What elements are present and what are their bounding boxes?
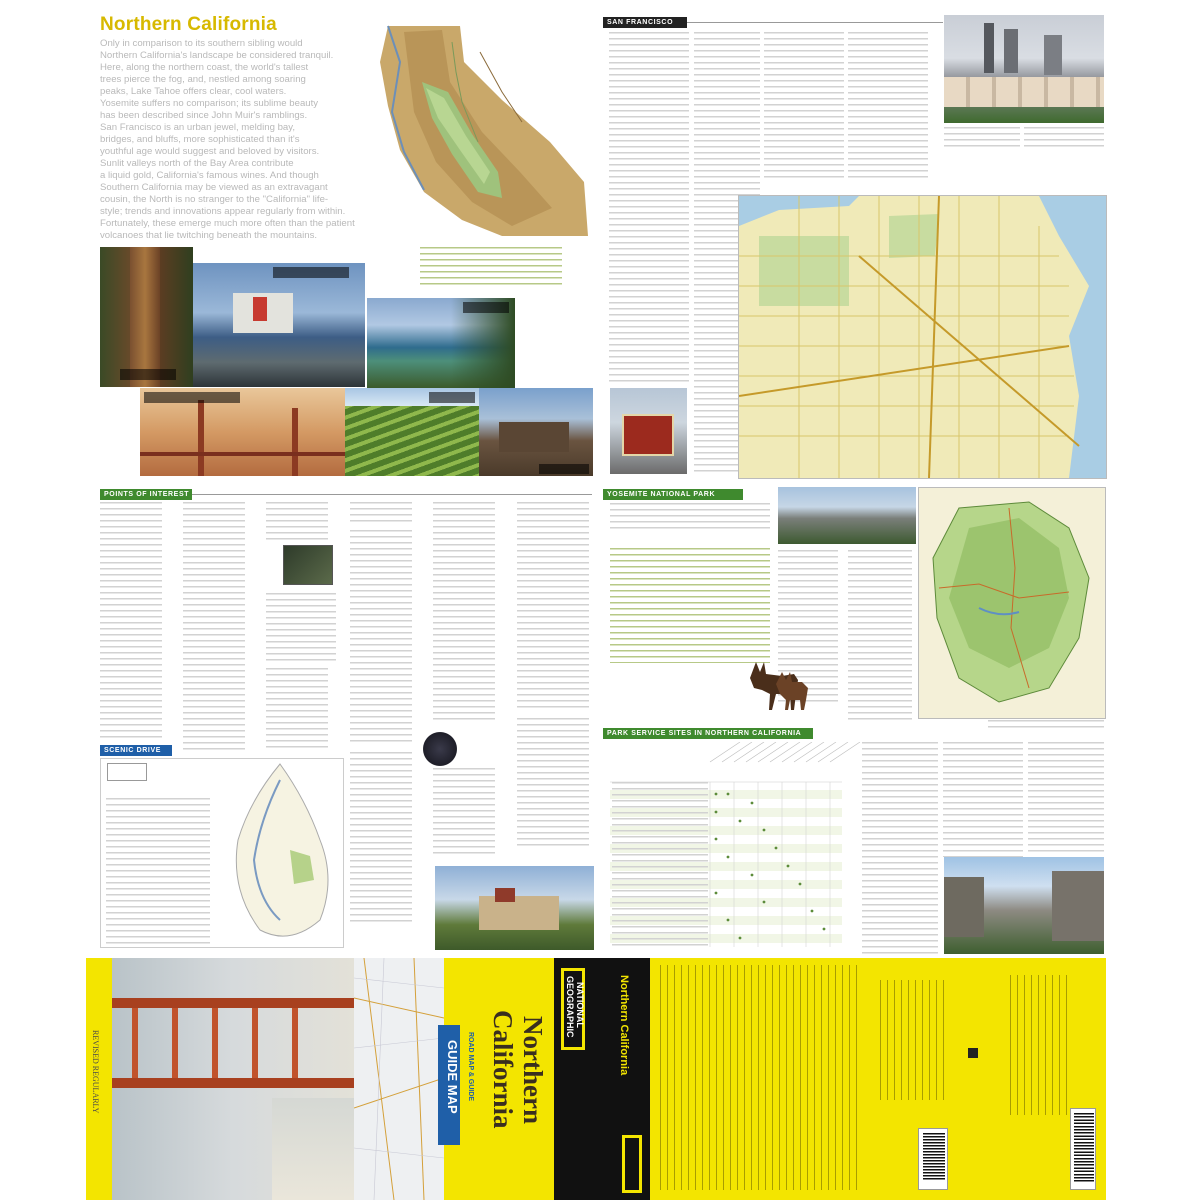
brand-line-2: GEOGRAPHIC <box>565 976 575 1038</box>
photo-caption <box>144 392 240 403</box>
poi-text-col-3b <box>266 668 328 750</box>
deer-silhouette <box>736 650 816 712</box>
section-header-points-of-interest: POINTS OF INTEREST <box>100 489 192 500</box>
section-header-park-sites: PARK SERVICE SITES IN NORTHERN CALIFORNIA <box>603 728 813 739</box>
cover-road-map <box>354 958 444 1200</box>
map-caption <box>420 247 562 287</box>
intro-line: peaks, Lake Tahoe offers clear, cool waters. <box>100 86 287 97</box>
photo-caption-text <box>1024 127 1104 149</box>
painted-ladies-photo <box>944 15 1104 123</box>
golden-gate-photo <box>140 388 345 476</box>
scenic-legend <box>107 763 147 781</box>
intro-line: volcanoes that lie twitching beneath the mountains. <box>100 230 318 241</box>
poi-text-col-6 <box>433 502 495 722</box>
photo-caption <box>429 392 475 403</box>
relief-map <box>352 22 590 240</box>
san-francisco-street-map <box>738 195 1107 479</box>
intro-line: style; trends and innovations appear regularly from within. <box>100 206 346 217</box>
intro-line: Sunlit valleys north of the Bay Area contribute <box>100 158 294 169</box>
poi-caption <box>266 593 336 663</box>
intro-text <box>100 38 380 248</box>
map-caption <box>988 720 1104 728</box>
intro-line: a liquid gold, California's famous wines. And though <box>100 170 319 181</box>
poi-text-col-7 <box>517 502 589 712</box>
intro-line: cousin, the North is no stranger to the "California" life- <box>100 194 329 205</box>
spine-title: Northern California <box>618 975 630 1076</box>
intro-line: Fortunately, these emerge much more often than the patient <box>100 218 355 229</box>
intro-line: has been described since John Muir's ramblings. <box>100 110 308 121</box>
poi-text-col-1 <box>100 502 162 742</box>
cover-title-line-1: Northern <box>518 1016 548 1124</box>
header-rule <box>192 494 592 495</box>
intro-line: Only in comparison to its southern sibling would <box>100 38 303 49</box>
intro-line: bridges, and bluffs, more sophisticated than it's <box>100 134 300 145</box>
yosemite-info-text <box>610 548 770 663</box>
sf-text-col-4 <box>848 32 928 182</box>
poi-text-col-5 <box>350 752 412 922</box>
grapes-photo <box>418 732 462 766</box>
cover-golden-gate-photo <box>112 958 354 1200</box>
poi-text-col-3 <box>266 502 328 542</box>
poi-text-col-6b <box>433 768 495 858</box>
yosemite-text-col-4 <box>1028 742 1104 852</box>
back-cover-copy <box>660 965 860 1190</box>
intro-line: San Francisco is an urban jewel, melding bay, <box>100 122 295 133</box>
scenic-drive-text <box>106 798 210 946</box>
lighthouse-photo <box>193 263 365 387</box>
photo-caption <box>463 302 509 313</box>
ng-logo-box-lower <box>622 1135 642 1193</box>
brand-line-1: NATIONAL <box>575 982 585 1028</box>
poi-text-col-7b <box>517 718 589 848</box>
social-icon <box>968 1048 978 1058</box>
park-map-graphic <box>919 488 1105 718</box>
yosemite-park-map <box>918 487 1106 719</box>
photo-caption-text <box>944 127 1020 151</box>
intro-line: Yosemite suffers no comparison; its sublime beauty <box>100 98 319 109</box>
lake-tahoe-photo <box>367 298 515 388</box>
cover-title-line-2: California <box>488 1010 518 1129</box>
header-rule <box>687 22 943 23</box>
relief-map-graphic <box>352 22 590 240</box>
photo-caption <box>539 464 589 474</box>
park-sites-names <box>612 782 708 950</box>
barcode-icon <box>918 1128 948 1190</box>
redwoods-photo <box>100 247 193 387</box>
photo-caption <box>273 267 349 278</box>
yosemite-text-col-5 <box>862 742 938 954</box>
intro-line: Here, along the northern coast, the world's tallest <box>100 62 309 73</box>
scenic-drive-map <box>210 760 342 946</box>
scenic-map-graphic <box>210 760 342 946</box>
cover-subtitle: ROAD MAP & GUIDE <box>467 1032 474 1102</box>
tunnel-view-photo <box>944 857 1104 954</box>
revised-text: REVISED REGULARLY <box>91 1030 100 1114</box>
intro-line: Southern California may be viewed as an extravagant <box>100 182 328 193</box>
back-cover-copy-2 <box>880 980 950 1100</box>
intro-line: Northern California's landscape be considered tranquil. <box>100 50 334 61</box>
intro-line: youthful age would suggest and beloved by visitors. <box>100 146 320 157</box>
winchester-house-photo <box>435 866 594 950</box>
section-header-san-francisco: SAN FRANCISCO <box>603 17 687 28</box>
sf-text-col-1 <box>609 32 689 382</box>
yosemite-info <box>610 503 770 533</box>
poi-text-col-4 <box>350 502 412 522</box>
poi-text-col-4b <box>350 530 412 745</box>
barcode-icon <box>1070 1108 1096 1190</box>
yosemite-text-col-2 <box>848 550 912 720</box>
intro-line: trees pierce the fog, and, nestled among soaring <box>100 74 306 85</box>
guide-map-label: GUIDE MAP <box>445 1040 460 1114</box>
section-header-scenic-drive: SCENIC DRIVE <box>100 745 172 756</box>
back-cover-copy-3 <box>1010 975 1070 1115</box>
cable-car-photo <box>610 388 687 474</box>
poi-text-col-2 <box>183 502 245 752</box>
road-map-graphic <box>354 958 444 1200</box>
poi-photo <box>283 545 333 585</box>
page-title: Northern California <box>100 14 277 35</box>
street-map-graphic <box>739 196 1106 478</box>
yosemite-text-col-3 <box>943 742 1023 857</box>
sf-text-col-3 <box>764 32 844 182</box>
photo-caption <box>120 369 176 380</box>
yosemite-valley-photo <box>778 487 916 544</box>
bodie-photo <box>479 388 593 476</box>
section-header-yosemite: YOSEMITE NATIONAL PARK <box>603 489 743 500</box>
vineyard-photo <box>345 388 479 476</box>
